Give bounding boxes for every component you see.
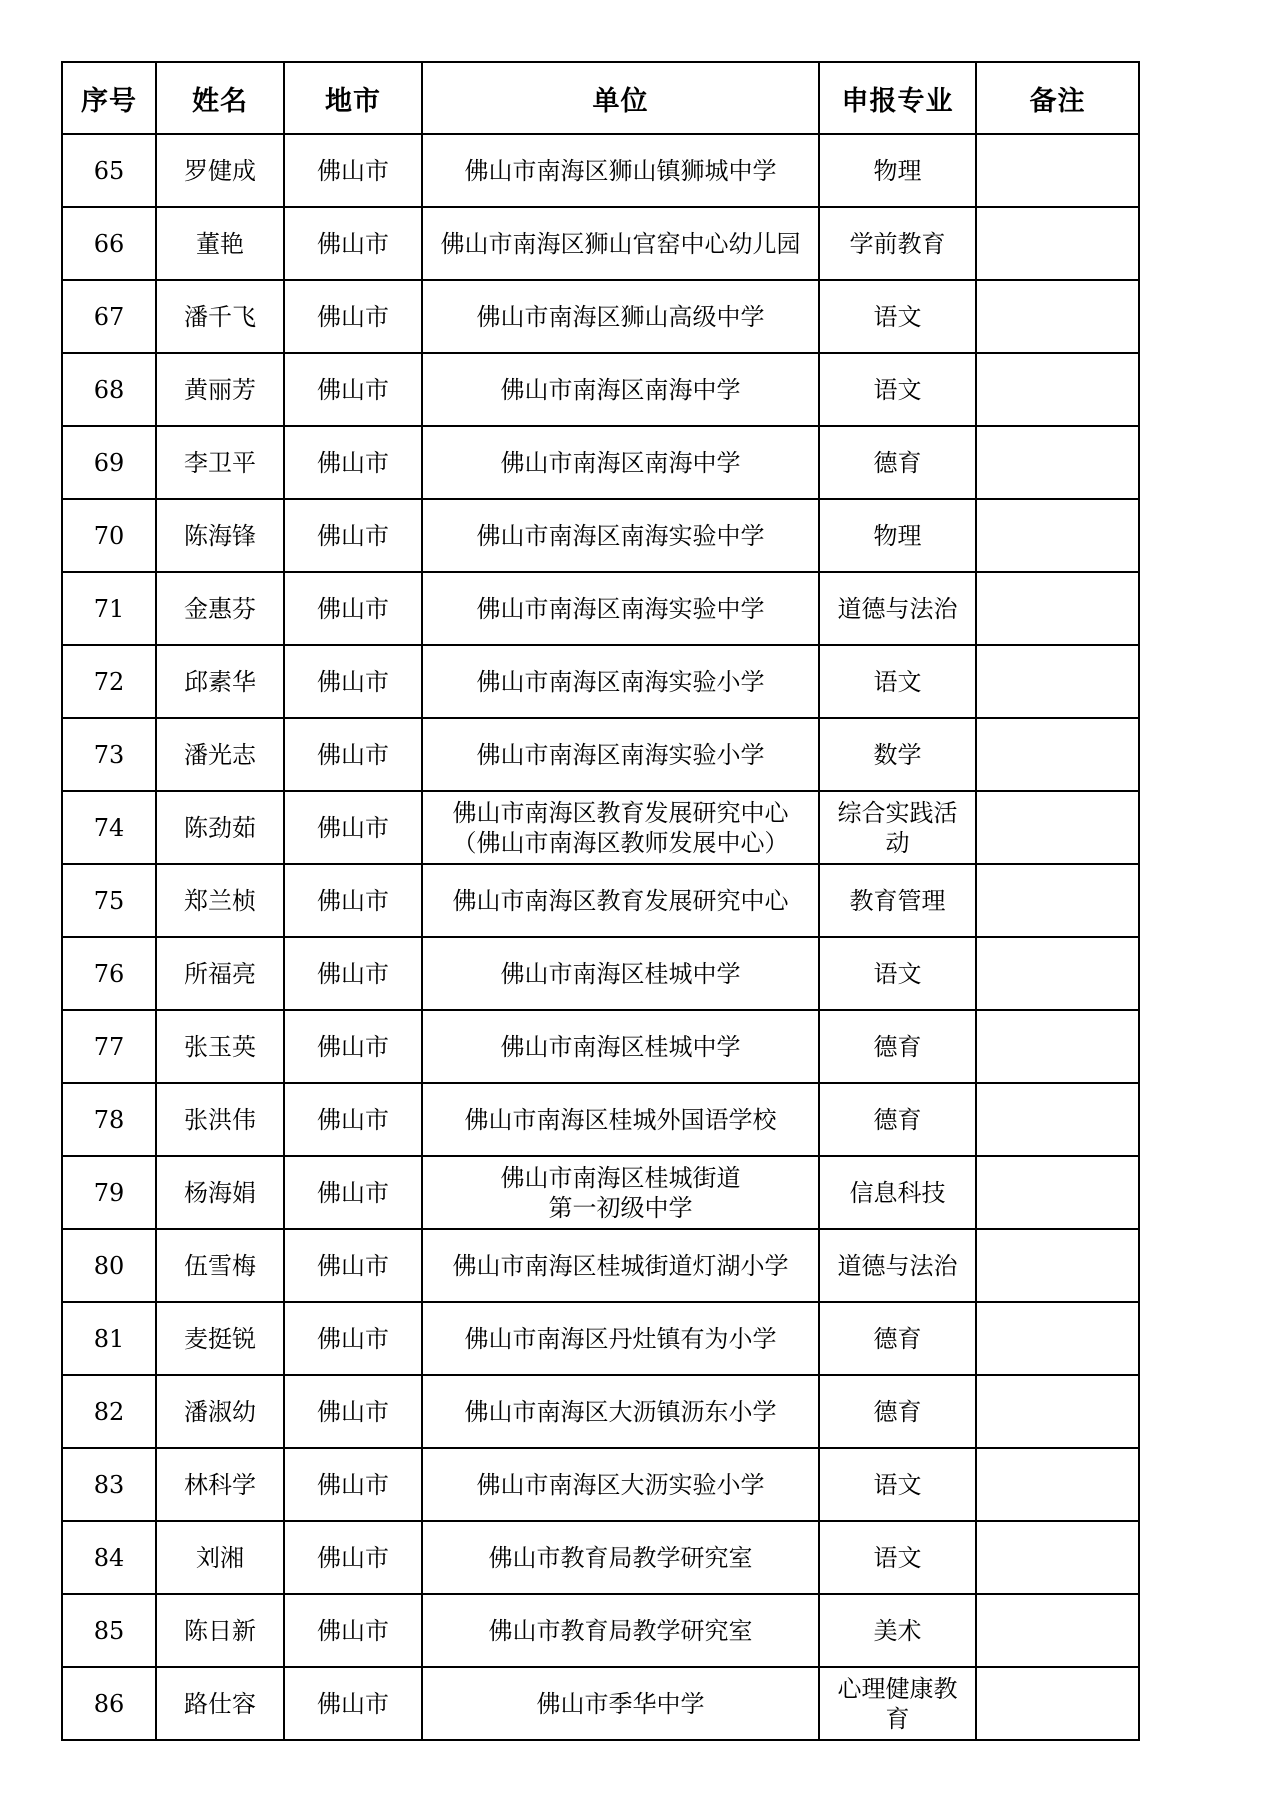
cell-note xyxy=(976,134,1139,207)
cell-major-line: 语文 xyxy=(873,959,922,988)
cell-no: 73 xyxy=(62,718,156,791)
cell-note xyxy=(976,280,1139,353)
cell-unit xyxy=(422,864,819,937)
cell-city: 佛山市 xyxy=(284,1521,422,1594)
cell-unit xyxy=(422,1375,819,1448)
table-row xyxy=(62,1594,1139,1667)
cell-name: 所福亮 xyxy=(156,937,284,1010)
cell-no: 81 xyxy=(62,1302,156,1375)
cell-note xyxy=(976,1010,1139,1083)
cell-name: 刘湘 xyxy=(156,1521,284,1594)
cell-no: 71 xyxy=(62,572,156,645)
cell-major xyxy=(819,1375,976,1448)
cell-major xyxy=(819,1083,976,1156)
cell-major xyxy=(819,134,976,207)
cell-note xyxy=(976,207,1139,280)
cell-unit-line: 佛山市南海区桂城中学 xyxy=(500,959,741,988)
cell-name: 郑兰桢 xyxy=(156,864,284,937)
table-row xyxy=(62,499,1139,572)
cell-city: 佛山市 xyxy=(284,1302,422,1375)
cell-major-line: 教育管理 xyxy=(849,886,946,915)
cell-unit xyxy=(422,572,819,645)
table-row xyxy=(62,1010,1139,1083)
cell-name: 罗健成 xyxy=(156,134,284,207)
cell-unit-line: 佛山市南海区南海实验中学 xyxy=(476,594,765,623)
table-row xyxy=(62,572,1139,645)
cell-major-line: 德育 xyxy=(873,448,922,477)
cell-note xyxy=(976,1448,1139,1521)
cell-major xyxy=(819,1302,976,1375)
cell-note xyxy=(976,1083,1139,1156)
cell-unit-line: 佛山市教育局教学研究室 xyxy=(488,1616,753,1645)
table-row xyxy=(62,1083,1139,1156)
cell-major xyxy=(819,1010,976,1083)
table-row xyxy=(62,791,1139,864)
cell-unit xyxy=(422,1521,819,1594)
cell-unit xyxy=(422,1594,819,1667)
header-no: 序号 xyxy=(62,62,156,134)
cell-major-line: 心理健康教 xyxy=(837,1674,958,1703)
cell-unit-line: 佛山市南海区桂城外国语学校 xyxy=(464,1105,777,1134)
cell-unit-line: 佛山市南海区狮山高级中学 xyxy=(476,302,765,331)
table-row xyxy=(62,280,1139,353)
table-row xyxy=(62,864,1139,937)
cell-no: 79 xyxy=(62,1156,156,1229)
cell-major xyxy=(819,1448,976,1521)
cell-unit-line: 佛山市教育局教学研究室 xyxy=(488,1543,753,1572)
cell-major-line: 物理 xyxy=(873,521,922,550)
cell-unit xyxy=(422,207,819,280)
cell-unit-line: 第一初级中学 xyxy=(548,1193,693,1222)
cell-city: 佛山市 xyxy=(284,864,422,937)
cell-note xyxy=(976,353,1139,426)
header-city: 地市 xyxy=(284,62,422,134)
cell-major-line: 语文 xyxy=(873,1543,922,1572)
cell-unit xyxy=(422,1448,819,1521)
cell-name: 潘千飞 xyxy=(156,280,284,353)
cell-major xyxy=(819,207,976,280)
header-unit: 单位 xyxy=(422,62,819,134)
cell-no: 76 xyxy=(62,937,156,1010)
cell-name: 黄丽芳 xyxy=(156,353,284,426)
cell-city: 佛山市 xyxy=(284,280,422,353)
header-note: 备注 xyxy=(976,62,1139,134)
cell-major-line: 物理 xyxy=(873,156,922,185)
cell-name: 麦挺锐 xyxy=(156,1302,284,1375)
table-row xyxy=(62,1156,1139,1229)
cell-unit xyxy=(422,1667,819,1740)
cell-major-line: 德育 xyxy=(873,1397,922,1426)
cell-unit-line: 佛山市南海区大沥实验小学 xyxy=(476,1470,765,1499)
cell-unit-line: 佛山市南海区教育发展研究中心 xyxy=(452,886,789,915)
cell-unit-line: 佛山市南海区桂城街道灯湖小学 xyxy=(452,1251,789,1280)
cell-note xyxy=(976,572,1139,645)
cell-major-line: 道德与法治 xyxy=(837,594,958,623)
cell-no: 77 xyxy=(62,1010,156,1083)
cell-unit xyxy=(422,134,819,207)
cell-major xyxy=(819,572,976,645)
cell-unit-line: 佛山市季华中学 xyxy=(536,1689,705,1718)
cell-major-line: 德育 xyxy=(873,1032,922,1061)
table-row xyxy=(62,1229,1139,1302)
cell-note xyxy=(976,864,1139,937)
cell-major-line: 语文 xyxy=(873,375,922,404)
cell-city: 佛山市 xyxy=(284,207,422,280)
cell-no: 85 xyxy=(62,1594,156,1667)
cell-unit-line: 佛山市南海区南海中学 xyxy=(500,448,741,477)
table-row xyxy=(62,718,1139,791)
cell-name: 董艳 xyxy=(156,207,284,280)
header-major: 申报专业 xyxy=(819,62,976,134)
cell-note xyxy=(976,1375,1139,1448)
cell-note xyxy=(976,499,1139,572)
cell-unit-line: （佛山市南海区教师发展中心） xyxy=(452,828,789,857)
cell-city: 佛山市 xyxy=(284,1667,422,1740)
cell-name: 张洪伟 xyxy=(156,1083,284,1156)
cell-major xyxy=(819,1156,976,1229)
cell-unit-line: 佛山市南海区南海实验中学 xyxy=(476,521,765,550)
cell-unit xyxy=(422,1229,819,1302)
cell-city: 佛山市 xyxy=(284,572,422,645)
cell-major xyxy=(819,864,976,937)
table-row xyxy=(62,937,1139,1010)
cell-major-line: 动 xyxy=(885,828,910,857)
cell-major-line: 综合实践活 xyxy=(837,798,958,827)
cell-major-line: 道德与法治 xyxy=(837,1251,958,1280)
cell-major-line: 学前教育 xyxy=(849,229,946,258)
cell-name: 陈海锋 xyxy=(156,499,284,572)
cell-city: 佛山市 xyxy=(284,645,422,718)
cell-note xyxy=(976,426,1139,499)
cell-city: 佛山市 xyxy=(284,718,422,791)
cell-major xyxy=(819,1229,976,1302)
cell-no: 84 xyxy=(62,1521,156,1594)
header-row xyxy=(62,62,1139,134)
cell-name: 杨海娟 xyxy=(156,1156,284,1229)
cell-no: 65 xyxy=(62,134,156,207)
cell-unit xyxy=(422,1302,819,1375)
cell-major xyxy=(819,937,976,1010)
cell-no: 70 xyxy=(62,499,156,572)
cell-no: 68 xyxy=(62,353,156,426)
cell-city: 佛山市 xyxy=(284,426,422,499)
cell-name: 陈劲茹 xyxy=(156,791,284,864)
cell-unit xyxy=(422,280,819,353)
cell-major xyxy=(819,280,976,353)
cell-note xyxy=(976,1302,1139,1375)
cell-unit-line: 佛山市南海区丹灶镇有为小学 xyxy=(464,1324,777,1353)
cell-city: 佛山市 xyxy=(284,937,422,1010)
cell-name: 林科学 xyxy=(156,1448,284,1521)
cell-major-line: 育 xyxy=(885,1704,910,1733)
cell-no: 82 xyxy=(62,1375,156,1448)
cell-name: 伍雪梅 xyxy=(156,1229,284,1302)
cell-note xyxy=(976,1667,1139,1740)
cell-unit xyxy=(422,1083,819,1156)
cell-name: 路仕容 xyxy=(156,1667,284,1740)
table-row xyxy=(62,645,1139,718)
cell-no: 74 xyxy=(62,791,156,864)
table-row xyxy=(62,1302,1139,1375)
cell-unit xyxy=(422,937,819,1010)
cell-note xyxy=(976,1156,1139,1229)
cell-major xyxy=(819,718,976,791)
cell-unit-line: 佛山市南海区狮山镇狮城中学 xyxy=(464,156,777,185)
table-row xyxy=(62,1667,1139,1740)
cell-no: 86 xyxy=(62,1667,156,1740)
cell-unit-line: 佛山市南海区南海实验小学 xyxy=(476,740,765,769)
cell-major xyxy=(819,1594,976,1667)
cell-unit xyxy=(422,426,819,499)
cell-unit-line: 佛山市南海区教育发展研究中心 xyxy=(452,798,789,827)
cell-major xyxy=(819,426,976,499)
cell-city: 佛山市 xyxy=(284,1156,422,1229)
cell-major xyxy=(819,1667,976,1740)
cell-unit xyxy=(422,353,819,426)
cell-major xyxy=(819,1521,976,1594)
cell-note xyxy=(976,791,1139,864)
table-row xyxy=(62,1521,1139,1594)
cell-city: 佛山市 xyxy=(284,353,422,426)
cell-name: 陈日新 xyxy=(156,1594,284,1667)
cell-major xyxy=(819,791,976,864)
cell-city: 佛山市 xyxy=(284,1375,422,1448)
cell-major-line: 语文 xyxy=(873,1470,922,1499)
cell-no: 78 xyxy=(62,1083,156,1156)
table-row xyxy=(62,1448,1139,1521)
header-name: 姓名 xyxy=(156,62,284,134)
cell-note xyxy=(976,1594,1139,1667)
cell-major-line: 语文 xyxy=(873,667,922,696)
cell-no: 67 xyxy=(62,280,156,353)
cell-unit xyxy=(422,499,819,572)
roster-table xyxy=(61,61,1140,1741)
cell-major-line: 德育 xyxy=(873,1105,922,1134)
cell-unit xyxy=(422,1010,819,1083)
cell-name: 邱素华 xyxy=(156,645,284,718)
cell-city: 佛山市 xyxy=(284,1448,422,1521)
cell-no: 83 xyxy=(62,1448,156,1521)
roster-sheet xyxy=(61,61,1138,1741)
cell-note xyxy=(976,645,1139,718)
cell-city: 佛山市 xyxy=(284,499,422,572)
cell-city: 佛山市 xyxy=(284,1010,422,1083)
table-header xyxy=(62,62,1139,134)
cell-major-line: 语文 xyxy=(873,302,922,331)
cell-major-line: 德育 xyxy=(873,1324,922,1353)
cell-unit-line: 佛山市南海区桂城中学 xyxy=(500,1032,741,1061)
cell-major-line: 信息科技 xyxy=(849,1178,946,1207)
cell-city: 佛山市 xyxy=(284,134,422,207)
cell-no: 80 xyxy=(62,1229,156,1302)
cell-name: 潘淑幼 xyxy=(156,1375,284,1448)
table-row xyxy=(62,134,1139,207)
cell-name: 李卫平 xyxy=(156,426,284,499)
cell-unit xyxy=(422,645,819,718)
cell-name: 潘光志 xyxy=(156,718,284,791)
cell-major xyxy=(819,645,976,718)
cell-unit-line: 佛山市南海区南海实验小学 xyxy=(476,667,765,696)
cell-unit xyxy=(422,718,819,791)
cell-note xyxy=(976,937,1139,1010)
table-row xyxy=(62,426,1139,499)
table-body xyxy=(62,134,1139,1740)
cell-unit-line: 佛山市南海区南海中学 xyxy=(500,375,741,404)
cell-major xyxy=(819,499,976,572)
cell-name: 张玉英 xyxy=(156,1010,284,1083)
cell-no: 75 xyxy=(62,864,156,937)
table-row xyxy=(62,353,1139,426)
cell-unit-line: 佛山市南海区狮山官窑中心幼儿园 xyxy=(440,229,801,258)
cell-no: 69 xyxy=(62,426,156,499)
cell-name: 金惠芬 xyxy=(156,572,284,645)
cell-city: 佛山市 xyxy=(284,1594,422,1667)
cell-major-line: 美术 xyxy=(873,1616,922,1645)
table-row xyxy=(62,1375,1139,1448)
table-row xyxy=(62,207,1139,280)
cell-note xyxy=(976,718,1139,791)
cell-no: 72 xyxy=(62,645,156,718)
cell-major-line: 数学 xyxy=(873,740,922,769)
cell-unit-line: 佛山市南海区大沥镇沥东小学 xyxy=(464,1397,777,1426)
cell-unit-line: 佛山市南海区桂城街道 xyxy=(500,1163,741,1192)
cell-city: 佛山市 xyxy=(284,1229,422,1302)
cell-city: 佛山市 xyxy=(284,1083,422,1156)
cell-city: 佛山市 xyxy=(284,791,422,864)
cell-major xyxy=(819,353,976,426)
cell-unit xyxy=(422,791,819,864)
cell-note xyxy=(976,1229,1139,1302)
cell-note xyxy=(976,1521,1139,1594)
cell-unit xyxy=(422,1156,819,1229)
cell-no: 66 xyxy=(62,207,156,280)
